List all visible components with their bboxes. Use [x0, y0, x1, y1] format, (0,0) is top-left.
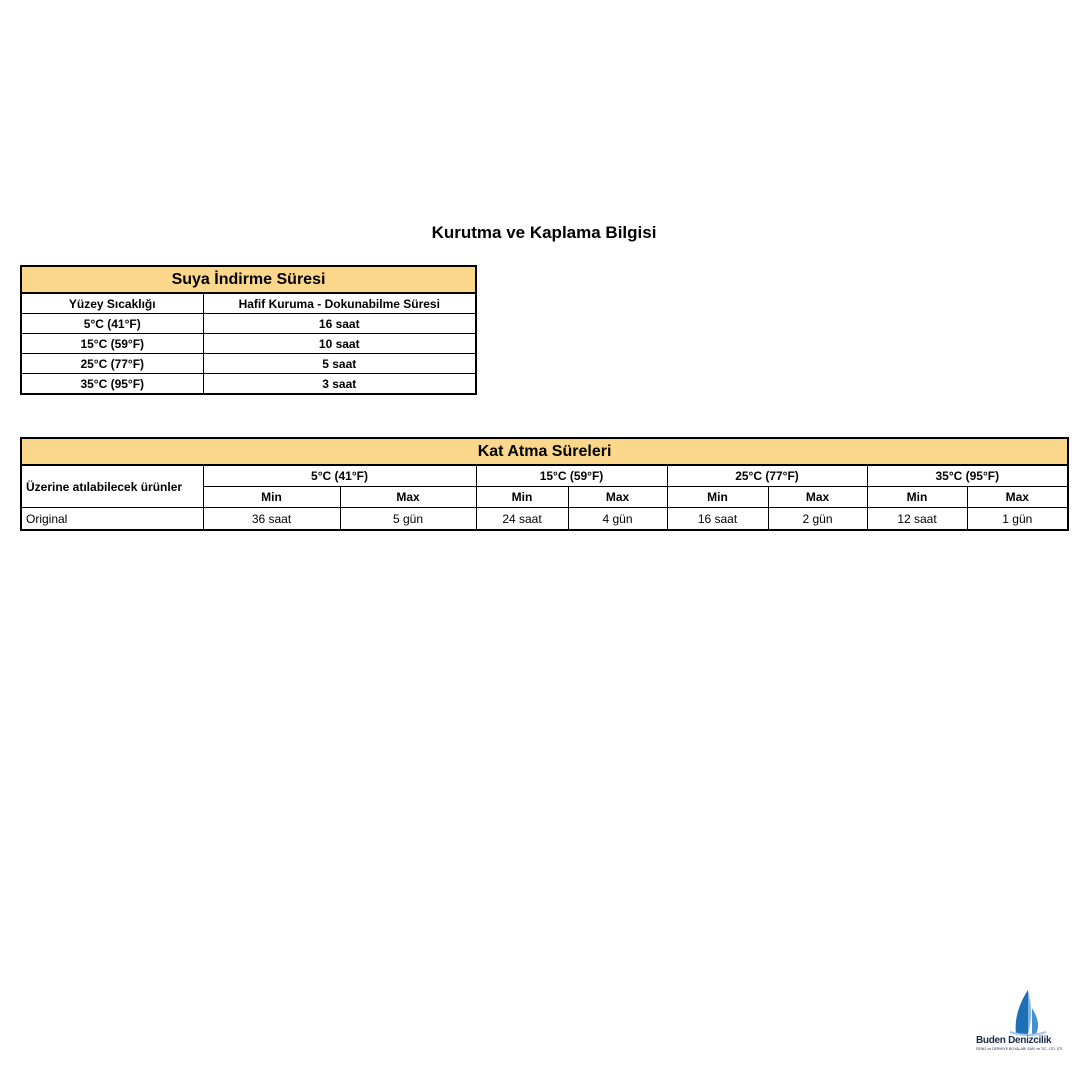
- drying-table-title: Suya İndirme Süresi: [21, 266, 476, 293]
- column-header-drying-time: Hafif Kuruma - Dokunabilme Süresi: [203, 293, 476, 314]
- company-logo: [970, 988, 1075, 1058]
- max-header: Max: [568, 487, 667, 508]
- table-row: [21, 354, 476, 374]
- min-header: Min: [203, 487, 340, 508]
- min-header: Min: [667, 487, 768, 508]
- drying-time-cell: 5 saat: [203, 354, 476, 374]
- max-time-cell: 5 gün: [340, 508, 476, 531]
- min-time-cell: 36 saat: [203, 508, 340, 531]
- logo-tagline: DENİZ ve DERMİYE BOYALARI SAN. ve TİC. LTD. ŞTİ.: [976, 1047, 1064, 1051]
- temperature-cell: 25°C (77°F): [21, 354, 203, 374]
- recoat-time-table: [20, 437, 1069, 531]
- temperature-cell: 15°C (59°F): [21, 334, 203, 354]
- min-time-cell: 16 saat: [667, 508, 768, 531]
- sailboat-icon: [970, 988, 1075, 1036]
- table-row: [21, 374, 476, 395]
- max-time-cell: 2 gün: [768, 508, 867, 531]
- table-row: [21, 508, 1068, 531]
- max-header: Max: [340, 487, 476, 508]
- temperature-header: 5°C (41°F): [203, 465, 476, 487]
- min-time-cell: 12 saat: [867, 508, 967, 531]
- temperature-cell: 35°C (95°F): [21, 374, 203, 395]
- column-header-surface-temp: Yüzey Sıcaklığı: [21, 293, 203, 314]
- drying-time-table: [20, 265, 477, 395]
- max-header: Max: [967, 487, 1068, 508]
- drying-time-cell: 10 saat: [203, 334, 476, 354]
- table-row: [21, 314, 476, 334]
- min-header: Min: [867, 487, 967, 508]
- temperature-header: 35°C (95°F): [867, 465, 1068, 487]
- drying-time-cell: 3 saat: [203, 374, 476, 395]
- product-name-cell: Original: [21, 508, 203, 531]
- max-time-cell: 1 gün: [967, 508, 1068, 531]
- temperature-header: 15°C (59°F): [476, 465, 667, 487]
- min-time-cell: 24 saat: [476, 508, 568, 531]
- recoat-table-title: Kat Atma Süreleri: [21, 438, 1068, 465]
- temperature-header: 25°C (77°F): [667, 465, 867, 487]
- min-header: Min: [476, 487, 568, 508]
- max-header: Max: [768, 487, 867, 508]
- table-row: [21, 334, 476, 354]
- temperature-cell: 5°C (41°F): [21, 314, 203, 334]
- page-title: Kurutma ve Kaplama Bilgisi: [431, 223, 657, 242]
- max-time-cell: 4 gün: [568, 508, 667, 531]
- logo-name: Buden Denizcilik: [976, 1035, 1052, 1046]
- drying-time-cell: 16 saat: [203, 314, 476, 334]
- column-header-products: Üzerine atılabilecek ürünler: [21, 465, 203, 508]
